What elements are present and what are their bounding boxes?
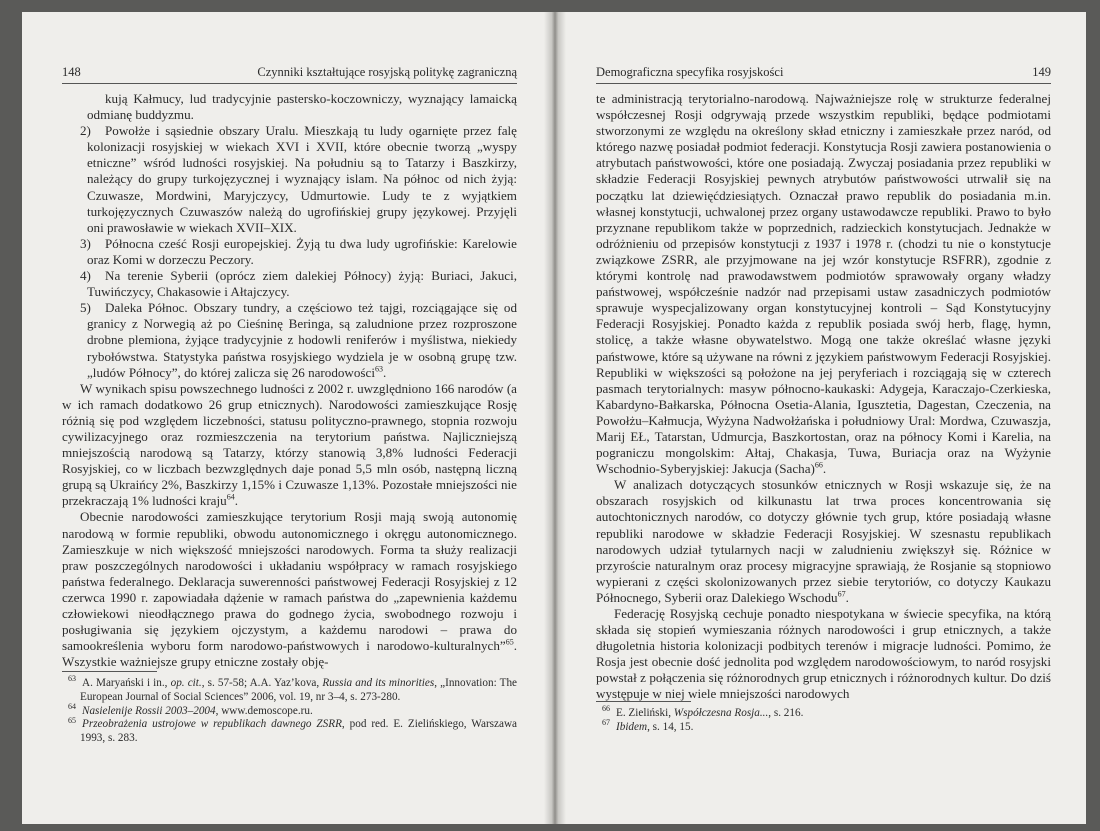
footnote-rule xyxy=(596,701,691,702)
list-text: Na terenie Syberii (oprócz ziem dalekiej Północy) żyją: Buriaci, Jakuci, Tuwińczycy, Chakasowie i Ałtajczycy. xyxy=(87,268,517,300)
list-text: Powołże i sąsiednie obszary Uralu. Mieszkają tu ludy ogarnięte przez falę kolonizacji rosyjskiej w wiekach XVI i XVII, które obecnie tworzą „wyspy etniczne” wśród ludności rosyjskiej. Na południu są to Tatarzy i Baszkirzy, należący do grupy turkojęzycznej i wyznający islam. Na północ od nich żyją: Czuwasze, Mordwini, Maryjczycy, Udmurtowie. Ludy te z wyjątkiem turkojęzycznych Czuwaszów należą do ugrofińskiej grupy językowej. Przyjęli oni prawosławie w wiekach XVII–XIX. xyxy=(87,123,517,235)
footnote-ref: 64 xyxy=(226,492,235,502)
list-continuation: kują Kałmucy, lud tradycyjnie pastersko-koczowniczy, wyznający lamaicką odmianę buddyzmu. xyxy=(87,91,517,123)
list-number: 4) xyxy=(80,268,91,284)
list-item xyxy=(62,268,517,300)
page-number: 148 xyxy=(62,65,81,79)
book-gutter xyxy=(544,12,566,824)
paragraph xyxy=(596,606,1051,703)
footnote xyxy=(62,701,517,719)
footnote-title: Russia and its minorities xyxy=(322,677,435,689)
left-body-text xyxy=(62,91,517,670)
footnote-title: Przeobrażenia ustrojowe w republikach dawnego ZSRR xyxy=(82,718,342,731)
footnote-ref: 63 xyxy=(374,364,383,374)
footnote-mark: 63 xyxy=(68,674,76,684)
paragraph-text: Federację Rosyjską cechuje ponadto niespotykana w świecie specyfika, na którą składa się stopień wymieszania różnych narodowości i grup etnicznych, a także długoletnia historia kolonizacji podbitych terenów i migracje ludności. Pomimo, że Rosja jest obecnie dość jednolita pod względem narodowościowym, to naród rosyjski powstał z połączenia się różnorodnych grup etnicznych i różnorodnych kultur. Do dziś występuje w niej wiele mniejszości narodowych xyxy=(596,606,1051,702)
paragraph xyxy=(62,509,517,670)
footnote-text: , www.demoscope.ru. xyxy=(215,704,313,717)
paragraph-text-end: . Wszystkie ważniejsze grupy etniczne zostały obję- xyxy=(62,638,517,670)
list-number: 3) xyxy=(80,235,91,251)
list-item xyxy=(62,236,517,268)
footnote-text: , pod red. E. Zielińskiego, Warszawa 1993, s. 283. xyxy=(80,718,517,745)
footnote-text: , s. 57-58; A.A. Yaz’kova, xyxy=(201,677,323,689)
right-page xyxy=(596,12,1051,824)
footnote-ref: 67 xyxy=(837,589,846,599)
footnote xyxy=(62,674,517,705)
list-text-end: . xyxy=(382,364,387,380)
page-number: 149 xyxy=(1032,65,1051,79)
list-number: 2) xyxy=(80,123,91,139)
right-footnotes xyxy=(596,701,1051,735)
footnote xyxy=(596,704,1051,721)
paragraph-text-end: . xyxy=(845,589,849,605)
footnote xyxy=(62,715,517,746)
footnote xyxy=(596,718,1051,735)
footnote-title: Nasielenije Rossii 2003–2004 xyxy=(82,704,216,717)
footnote-mark: 65 xyxy=(68,715,76,725)
paragraph-text: Obecnie narodowości zamieszkujące terytorium Rosji mają swoją autonomię narodową w formie republiki, obwodu autonomicznego i okręgu autonomicznego. Zamieszkuje w nich większość mniejszości narodowych. Forma ta służy realizacji praw poszczególnych narodowości i układaniu współpracy w ramach rosyjskiego państwa federalnego. Deklaracja suwerenności państwowej Federacji Rosyjskiej z 12 czerwca 1990 r. zapowiadała dążenie w ramach państwa do „zapewnienia każdemu człowiekowi nieodłącznego prawa do godnego życia, swobodnego rozwoju i posługiwania się językiem ojczystym, a każdemu narodowi – prawa do samookreślenia wyboru form narodowo-państwowych i narodowo-kulturalnych” xyxy=(62,509,517,654)
paragraph-text: te administracją terytorialno-narodową. Najważniejsze rolę w strukturze federalnej współczesnej Rosji odgrywają przede wszystkim republiki, będące podmiotami stworzonymi ze względu na określony skład etniczny i zamieszkałe przez naród, od którego nazwę posiadał podmiot federacji. Konstytucja Rosji zawiera postanowienia o atrybutach państwowości, które one posiadają. Zwyczaj posiadania przez republiki w składzie Federacji Rosyjskiej pewnych atrybutów państwowości utrwalił się na początku lat dziewięćdziesiątych. Oznaczał prawo republik do posiadania m.in. własnej konstytucji, uchwalonej przez organy ustawodawcze republiki. Prawo to było przyznane republikom także w poprzednich, radzieckich konstytucjach. Jednakże w odróżnieniu od przepisów konstytucji z 1937 i 1978 r. (chodzi tu nie o konstytucje związkowe ZSRR, ale przyjmowane na jej wzór konstytucje RSFRR), zgodnie z którymi kontrolę nad prawodawstwem podmiotów sprawowały organy władzy państwowej, współcześnie nadzór nad przepisami ustaw zasadniczych podmiotów sprawuje wyspecjalizowany organ konstytucyjnej kontroli – Sąd Konstytucyjny Federacji Rosyjskiej. Ponadto każda z republik posiada swój herb, flagę, hymn, stolicę, a także własne obywatelstwo. Mogą one także określać własne języki państwowe, które są używane na równi z językiem państwowym Federacji Rosyjskiej. Republiki w większości są położone na jej peryferiach i rozciągają się w czterech pasmach terytorialnych: masyw północno-kaukaski: Adygeja, Karaczajo-Czerkieska, Kabardyno-Bałkarska, Północna Osetia-Alania, Igusztetia, Dagestan, Czeczenia, na Powołżu–Kałmucja, Wyżyna Nadwołżańska i południowy Ural: Mordwa, Czuwaszja, Marij EŁ, Tatarstan, Udmurcja, Baszkortostan, oraz na północy Komi i Karelia, na pograniczu mongolskim: Ałtaj, Chakasja, Tuwa, Buriacja oraz na Wyżynie Wschodnio-Syberyjskiej: Jakucja (Sacha) xyxy=(596,91,1051,477)
right-paragraphs xyxy=(596,477,1051,702)
paragraph-text: W analizach dotyczących stosunków etnicznych w Rosji wskazuje się, że na obszarach rosyjskich od kilkunastu lat trwa proces koncentrowania się autochtonicznych narodów, co dotyczy głównie tych grup, które posiadają własne republiki narodowe w składzie Federacji Rosyjskiej. W szesnastu republikach narodowych udział tytularnych nacji w zaludnieniu zwiększył się. Różnice w przyroście naturalnym oraz procesy migracyjne sprawiają, że Rosjanie są stopniowo wypierani z części skolonizowanych przez siebie terytoriów, co dotyczy Kaukazu Północnego, Syberii oraz Dalekiego Wschodu xyxy=(596,477,1051,605)
paragraph xyxy=(62,381,517,510)
footnote-title: op. cit. xyxy=(170,677,202,689)
list-text: Północna cześć Rosji europejskiej. Żyją tu dwa ludy ugrofińskie: Karelowie oraz Komi w dorzeczu Peczory. xyxy=(87,235,517,267)
list-item xyxy=(62,123,517,236)
left-footnotes xyxy=(62,671,517,746)
paragraph xyxy=(596,477,1051,606)
running-title: Demograficzna specyfika rosyjskości xyxy=(596,65,784,79)
paragraph-text-end: . xyxy=(234,493,238,509)
list-number: 5) xyxy=(80,300,91,316)
footnote-title: Ibidem xyxy=(616,720,648,733)
list-item xyxy=(62,300,517,380)
footnote-text: , „Innovation: The European Journal of Social Sciences” 2006, vol. 19, nr 3–4, s. 273-280. xyxy=(80,677,517,703)
book-spread xyxy=(22,12,1086,824)
footnote-mark: 66 xyxy=(602,704,610,714)
footnote-text: , s. 14, 15. xyxy=(647,720,694,733)
left-running-head xyxy=(62,65,517,84)
left-paragraphs xyxy=(62,381,517,671)
footnote-mark: 64 xyxy=(68,701,76,711)
paragraph-text: W wynikach spisu powszechnego ludności z 2002 r. uwzględniono 166 narodów (a w ich ramach dodatkowo 26 grup etnicznych). Narodowości zamieszkujące Rosję różnią się pod względem liczebności, statusu polityczno-prawnego, stopnia rozwoju cywilizacyjnego oraz rozmieszczenia na terytorium państwa. Najliczniejszą mniejszością narodową są Tatarzy, którzy stanowią 3,8% ludności Federacji Rosyjskiej, co w liczbach bezwzględnych daje ponad 5,5 mln osób, następną liczną grupą są Ukraińcy 2%, Baszkirzy 1,15% i Czuwasze 1,13%. Pozostałe mniejszości nie przekraczają 1% ludności kraju xyxy=(62,380,517,509)
region-list xyxy=(62,123,517,381)
footnote-text: E. Zieliński, xyxy=(616,707,674,719)
footnote-ref: 66 xyxy=(814,460,823,470)
footnote-text: , s. 216. xyxy=(768,707,804,719)
running-title: Czynniki kształtujące rosyjską politykę zagraniczną xyxy=(257,65,517,79)
right-body-text xyxy=(596,91,1051,703)
footnote-title: Współczesna Rosja... xyxy=(673,707,769,719)
right-running-head xyxy=(596,65,1051,84)
footnote-ref: 65 xyxy=(505,637,514,647)
list-text: Daleka Północ. Obszary tundry, a częściowo też tajgi, rozciągające się od granicy z Norwegią aż po Cieśninę Beringa, są zaludnione przez rozproszone drobne plemiona, żyjące tradycyjnie z hodowli reniferów i myślistwa, niekiedy rybołówstwa. Statystyka państwa rosyjskiego wydziela je w osobną grupę tzw. „ludów Północy”, do której zalicza się 26 narodowości xyxy=(87,300,517,380)
footnote-mark: 67 xyxy=(602,718,610,728)
paragraph-continuation: te administracją terytorialno-narodową. Najważniejsze rolę w strukturze federalnej współczesnej Rosji odgrywają przede wszystkim republiki, będące podmiotami stworzonymi ze względu na określony skład etniczny i zamieszkałe przez naród, od którego nazwę posiadał podmiot federacji. Konstytucja Rosji zawiera postanowienia o atrybutach państwowości, które one posiadają. Zwyczaj posiadania przez republiki w składzie Federacji Rosyjskiej pewnych atrybutów państwowości utrwalił się na początku lat dziewięćdziesiątych. Oznaczał prawo republik do posiadania m.in. własnej konstytucji, uchwalonej przez organy ustawodawcze republiki. Prawo to było przyznane republikom także w poprzednich, radzieckich konstytucjach. Jednakże w odróżnieniu od przepisów konstytucji z 1937 i 1978 r. (chodzi tu nie o konstytucje związkowe ZSRR, ale przyjmowane na jej wzór konstytucje RSFRR), zgodnie z którymi kontrolę nad prawodawstwem podmiotów sprawowały organy władzy państwowej, współcześnie nadzór nad przepisami ustaw zasadniczych podmiotów sprawuje wyspecjalizowany organ konstytucyjnej kontroli – Sąd Konstytucyjny Federacji Rosyjskiej. Ponadto każda z republik posiada swój herb, flagę, hymn, stolicę, a także własne obywatelstwo. Mogą one także określać własne języki państwowe, które są używane na równi z językiem państwowym Federacji Rosyjskiej. Republiki w większości są położone na jej peryferiach i rozciągają się w czterech pasmach terytorialnych: masyw północno-kaukaski: Adygeja, Karaczajo-Czerkieska, Kabardyno-Bałkarska, Północna Osetia-Alania, Igusztetia, Dagestan, Czeczenia, na Powołżu–Kałmucja, Wyżyna Nadwołżańska i południowy Ural: Mordwa, Czuwaszja, Marij EŁ, Tatarstan, Udmurcja, Baszkortostan, oraz na północy Komi i Karelia, na pograniczu mongolskim: Ałtaj, Chakasja, Tuwa, Buriacja oraz na Wyżynie Wschodnio-Syberyjskiej: Jakucja (Sacha)$^{66}$. xyxy=(596,91,1051,477)
left-page xyxy=(62,12,517,824)
footnote-text: A. Maryański i in., xyxy=(82,677,171,689)
footnote-rule xyxy=(62,671,157,672)
